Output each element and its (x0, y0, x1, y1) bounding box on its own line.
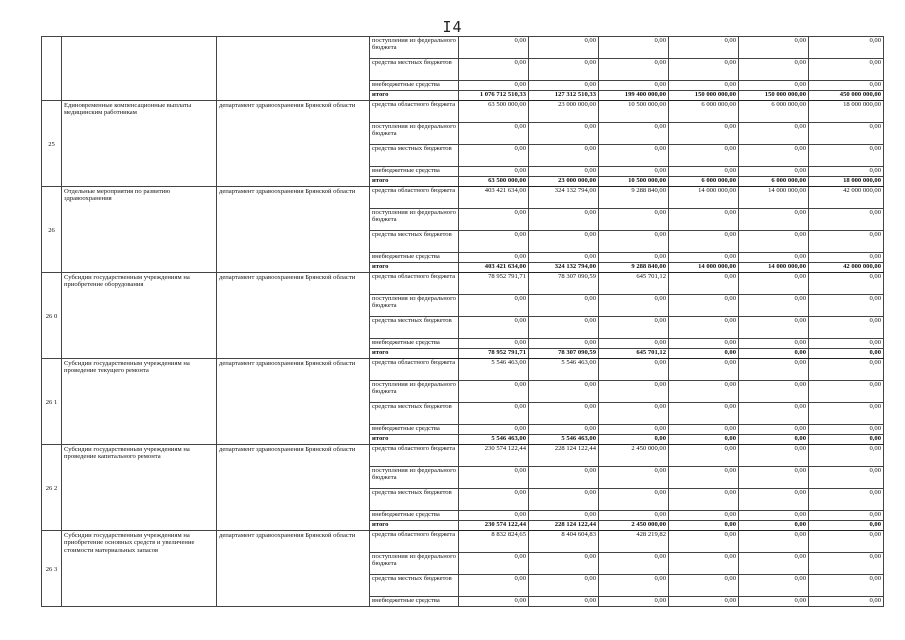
amount-cell: 0,00 (529, 59, 599, 81)
source-row (42, 37, 884, 59)
amount-cell: 0,00 (809, 317, 884, 339)
amount-cell: 0,00 (459, 81, 529, 91)
source-row (42, 187, 884, 209)
amount-cell: 0,00 (669, 489, 739, 511)
amount-cell: 0,00 (459, 553, 529, 575)
item-number: 26 2 (42, 445, 62, 531)
amount-cell: 0,00 (669, 521, 739, 531)
amount-cell: 0,00 (809, 575, 884, 597)
amount-cell: 0,00 (809, 467, 884, 489)
amount-cell: 63 500 000,00 (459, 101, 529, 123)
amount-cell: 0,00 (599, 435, 669, 445)
budget-table (41, 36, 884, 607)
amount-cell: 0,00 (739, 209, 809, 231)
amount-cell: 0,00 (669, 531, 739, 553)
amount-cell: 428 219,82 (599, 531, 669, 553)
amount-cell: 0,00 (599, 339, 669, 349)
amount-cell: 0,00 (599, 403, 669, 425)
item-number: 25 (42, 101, 62, 187)
amount-cell: 403 421 634,00 (459, 263, 529, 273)
amount-cell: 6 000 000,00 (669, 177, 739, 187)
item-name: Отдельные мероприятия по развитию здравоохранения (62, 187, 217, 273)
amount-cell: 0,00 (669, 59, 739, 81)
amount-cell: 0,00 (529, 553, 599, 575)
amount-cell: 0,00 (529, 167, 599, 177)
funding-source: средства областного бюджета (370, 101, 459, 123)
amount-cell: 0,00 (669, 81, 739, 91)
amount-cell: 0,00 (739, 435, 809, 445)
amount-cell: 0,00 (809, 253, 884, 263)
funding-source: внебюджетные средства (370, 597, 459, 607)
amount-cell: 0,00 (739, 59, 809, 81)
amount-cell: 0,00 (669, 553, 739, 575)
item-executor: департамент здравоохранения Брянской области (217, 273, 370, 359)
funding-source: поступления из федерального бюджета (370, 209, 459, 231)
amount-cell: 0,00 (599, 81, 669, 91)
amount-cell: 228 124 122,44 (529, 445, 599, 467)
item-number: 26 (42, 187, 62, 273)
amount-cell: 0,00 (739, 167, 809, 177)
funding-source: итого (370, 349, 459, 359)
funding-source: итого (370, 263, 459, 273)
amount-cell: 0,00 (529, 339, 599, 349)
amount-cell: 0,00 (669, 295, 739, 317)
amount-cell: 0,00 (669, 231, 739, 253)
funding-source: средства областного бюджета (370, 445, 459, 467)
funding-source: средства областного бюджета (370, 531, 459, 553)
amount-cell: 0,00 (739, 339, 809, 349)
amount-cell: 0,00 (809, 381, 884, 403)
item-executor: департамент здравоохранения Брянской области (217, 359, 370, 445)
amount-cell: 78 952 791,71 (459, 349, 529, 359)
amount-cell: 0,00 (739, 37, 809, 59)
amount-cell: 0,00 (739, 349, 809, 359)
funding-source: внебюджетные средства (370, 339, 459, 349)
amount-cell: 6 000 000,00 (669, 101, 739, 123)
amount-cell: 0,00 (599, 59, 669, 81)
funding-source: внебюджетные средства (370, 167, 459, 177)
item-name: Единовременные компенсационные выплаты медицинским работникам (62, 101, 217, 187)
amount-cell: 0,00 (739, 253, 809, 263)
amount-cell: 14 000 000,00 (739, 263, 809, 273)
amount-cell: 23 000 000,00 (529, 177, 599, 187)
amount-cell: 0,00 (739, 123, 809, 145)
source-row (42, 273, 884, 295)
funding-source: итого (370, 435, 459, 445)
amount-cell: 0,00 (669, 339, 739, 349)
amount-cell: 0,00 (459, 123, 529, 145)
amount-cell: 0,00 (459, 167, 529, 177)
amount-cell: 0,00 (529, 231, 599, 253)
amount-cell: 6 000 000,00 (739, 177, 809, 187)
funding-source: средства местных бюджетов (370, 489, 459, 511)
amount-cell: 42 000 000,00 (809, 263, 884, 273)
amount-cell: 645 701,12 (599, 273, 669, 295)
amount-cell: 0,00 (599, 553, 669, 575)
amount-cell: 0,00 (529, 317, 599, 339)
amount-cell: 9 288 840,00 (599, 263, 669, 273)
amount-cell: 0,00 (459, 339, 529, 349)
amount-cell: 5 546 463,00 (529, 359, 599, 381)
amount-cell: 0,00 (529, 81, 599, 91)
funding-source: средства областного бюджета (370, 359, 459, 381)
item-executor: департамент здравоохранения Брянской области (217, 101, 370, 187)
amount-cell: 23 000 000,00 (529, 101, 599, 123)
amount-cell: 5 546 463,00 (529, 435, 599, 445)
amount-cell: 0,00 (459, 511, 529, 521)
amount-cell: 0,00 (529, 145, 599, 167)
amount-cell: 0,00 (669, 381, 739, 403)
amount-cell: 0,00 (809, 489, 884, 511)
amount-cell: 645 701,12 (599, 349, 669, 359)
amount-cell: 0,00 (529, 123, 599, 145)
amount-cell: 0,00 (459, 59, 529, 81)
item-executor: департамент здравоохранения Брянской области (217, 187, 370, 273)
amount-cell: 0,00 (669, 145, 739, 167)
amount-cell: 0,00 (669, 209, 739, 231)
amount-cell: 0,00 (739, 231, 809, 253)
amount-cell: 0,00 (739, 521, 809, 531)
amount-cell: 0,00 (739, 295, 809, 317)
amount-cell: 0,00 (599, 381, 669, 403)
amount-cell: 0,00 (669, 349, 739, 359)
funding-source: итого (370, 91, 459, 101)
amount-cell: 0,00 (809, 359, 884, 381)
amount-cell: 0,00 (669, 425, 739, 435)
amount-cell: 0,00 (599, 575, 669, 597)
amount-cell: 1 076 712 510,33 (459, 91, 529, 101)
amount-cell: 0,00 (529, 575, 599, 597)
amount-cell: 0,00 (809, 273, 884, 295)
amount-cell: 450 000 000,00 (809, 91, 884, 101)
amount-cell: 0,00 (599, 511, 669, 521)
amount-cell: 230 574 122,44 (459, 521, 529, 531)
amount-cell: 150 000 000,00 (669, 91, 739, 101)
amount-cell: 42 000 000,00 (809, 187, 884, 209)
amount-cell: 0,00 (459, 145, 529, 167)
amount-cell: 0,00 (809, 521, 884, 531)
amount-cell: 0,00 (669, 597, 739, 607)
amount-cell: 0,00 (599, 467, 669, 489)
amount-cell: 0,00 (529, 425, 599, 435)
amount-cell: 0,00 (739, 425, 809, 435)
amount-cell: 0,00 (809, 231, 884, 253)
amount-cell: 0,00 (669, 317, 739, 339)
funding-source: средства областного бюджета (370, 273, 459, 295)
amount-cell: 0,00 (809, 597, 884, 607)
amount-cell: 127 312 510,33 (529, 91, 599, 101)
amount-cell: 0,00 (529, 253, 599, 263)
funding-source: поступления из федерального бюджета (370, 467, 459, 489)
amount-cell: 0,00 (599, 597, 669, 607)
funding-source: внебюджетные средства (370, 511, 459, 521)
amount-cell: 0,00 (669, 359, 739, 381)
source-row (42, 359, 884, 381)
amount-cell: 0,00 (529, 37, 599, 59)
amount-cell: 403 421 634,00 (459, 187, 529, 209)
amount-cell: 0,00 (459, 489, 529, 511)
funding-source: итого (370, 177, 459, 187)
funding-source: поступления из федерального бюджета (370, 295, 459, 317)
amount-cell: 0,00 (809, 37, 884, 59)
amount-cell: 0,00 (809, 209, 884, 231)
amount-cell: 0,00 (739, 467, 809, 489)
funding-source: средства местных бюджетов (370, 317, 459, 339)
amount-cell: 0,00 (669, 253, 739, 263)
amount-cell: 150 000 000,00 (739, 91, 809, 101)
amount-cell: 0,00 (459, 597, 529, 607)
amount-cell: 0,00 (459, 467, 529, 489)
amount-cell: 0,00 (599, 209, 669, 231)
amount-cell: 0,00 (599, 359, 669, 381)
amount-cell: 0,00 (809, 81, 884, 91)
amount-cell: 0,00 (739, 575, 809, 597)
amount-cell: 0,00 (669, 511, 739, 521)
amount-cell: 0,00 (739, 489, 809, 511)
amount-cell: 10 500 000,00 (599, 177, 669, 187)
amount-cell: 78 952 791,71 (459, 273, 529, 295)
amount-cell: 0,00 (529, 467, 599, 489)
amount-cell: 0,00 (739, 145, 809, 167)
amount-cell: 0,00 (599, 123, 669, 145)
funding-source: средства местных бюджетов (370, 231, 459, 253)
item-name: Субсидии государственным учреждениям на проведение текущего ремонта (62, 359, 217, 445)
amount-cell: 0,00 (809, 435, 884, 445)
item-name (62, 37, 217, 101)
amount-cell: 0,00 (809, 339, 884, 349)
item-executor: департамент здравоохранения Брянской области (217, 531, 370, 607)
amount-cell: 230 574 122,44 (459, 445, 529, 467)
item-number: 26 1 (42, 359, 62, 445)
item-number: 26 0 (42, 273, 62, 359)
amount-cell: 0,00 (739, 531, 809, 553)
amount-cell: 0,00 (669, 123, 739, 145)
amount-cell: 0,00 (809, 403, 884, 425)
amount-cell: 0,00 (809, 295, 884, 317)
amount-cell: 0,00 (459, 37, 529, 59)
amount-cell: 0,00 (599, 295, 669, 317)
amount-cell: 8 832 824,65 (459, 531, 529, 553)
amount-cell: 6 000 000,00 (739, 101, 809, 123)
funding-source: внебюджетные средства (370, 81, 459, 91)
amount-cell: 18 000 000,00 (809, 101, 884, 123)
amount-cell: 0,00 (529, 403, 599, 425)
amount-cell: 78 307 090,59 (529, 349, 599, 359)
amount-cell: 0,00 (459, 295, 529, 317)
amount-cell: 0,00 (599, 253, 669, 263)
amount-cell: 9 288 840,00 (599, 187, 669, 209)
funding-source: средства местных бюджетов (370, 145, 459, 167)
funding-source: средства местных бюджетов (370, 59, 459, 81)
amount-cell: 0,00 (599, 489, 669, 511)
amount-cell: 0,00 (529, 597, 599, 607)
amount-cell: 0,00 (459, 575, 529, 597)
amount-cell: 0,00 (739, 317, 809, 339)
amount-cell: 228 124 122,44 (529, 521, 599, 531)
amount-cell: 0,00 (809, 531, 884, 553)
amount-cell: 10 500 000,00 (599, 101, 669, 123)
item-number (42, 37, 62, 101)
amount-cell: 0,00 (739, 597, 809, 607)
amount-cell: 0,00 (459, 253, 529, 263)
amount-cell: 0,00 (809, 59, 884, 81)
source-row (42, 445, 884, 467)
amount-cell: 0,00 (739, 511, 809, 521)
amount-cell: 14 000 000,00 (669, 263, 739, 273)
amount-cell: 63 500 000,00 (459, 177, 529, 187)
amount-cell: 0,00 (669, 445, 739, 467)
amount-cell: 0,00 (739, 553, 809, 575)
amount-cell: 0,00 (459, 317, 529, 339)
amount-cell: 0,00 (809, 123, 884, 145)
amount-cell: 2 450 000,00 (599, 445, 669, 467)
funding-source: средства местных бюджетов (370, 403, 459, 425)
budget-table-body (42, 37, 884, 607)
amount-cell: 199 400 000,00 (599, 91, 669, 101)
amount-cell: 0,00 (599, 231, 669, 253)
funding-source: средства областного бюджета (370, 187, 459, 209)
amount-cell: 0,00 (599, 317, 669, 339)
amount-cell: 0,00 (809, 167, 884, 177)
amount-cell: 0,00 (599, 167, 669, 177)
amount-cell: 0,00 (599, 145, 669, 167)
amount-cell: 2 450 000,00 (599, 521, 669, 531)
amount-cell: 0,00 (739, 403, 809, 425)
source-row (42, 531, 884, 553)
amount-cell: 0,00 (739, 81, 809, 91)
item-name: Субсидии государственным учреждениям на приобретение оборудования (62, 273, 217, 359)
item-name: Субсидии государственным учреждениям на приобретение основных средств и увеличение стоимости материальных запасов (62, 531, 217, 607)
amount-cell: 5 546 463,00 (459, 359, 529, 381)
amount-cell: 324 132 794,00 (529, 187, 599, 209)
item-executor (217, 37, 370, 101)
source-row (42, 101, 884, 123)
funding-source: итого (370, 521, 459, 531)
amount-cell: 0,00 (459, 425, 529, 435)
amount-cell: 0,00 (669, 403, 739, 425)
amount-cell: 0,00 (669, 467, 739, 489)
amount-cell: 0,00 (459, 381, 529, 403)
amount-cell: 18 000 000,00 (809, 177, 884, 187)
amount-cell: 0,00 (599, 425, 669, 435)
amount-cell: 0,00 (739, 445, 809, 467)
amount-cell: 0,00 (459, 209, 529, 231)
amount-cell: 0,00 (669, 167, 739, 177)
funding-source: поступления из федерального бюджета (370, 123, 459, 145)
amount-cell: 14 000 000,00 (669, 187, 739, 209)
amount-cell: 0,00 (459, 403, 529, 425)
funding-source: поступления из федерального бюджета (370, 37, 459, 59)
amount-cell: 0,00 (529, 209, 599, 231)
amount-cell: 0,00 (809, 553, 884, 575)
amount-cell: 0,00 (809, 511, 884, 521)
amount-cell: 0,00 (669, 37, 739, 59)
amount-cell: 0,00 (809, 145, 884, 167)
page-number: I4 (442, 18, 463, 36)
funding-source: поступления из федерального бюджета (370, 381, 459, 403)
amount-cell: 0,00 (529, 295, 599, 317)
amount-cell: 0,00 (739, 359, 809, 381)
amount-cell: 0,00 (459, 231, 529, 253)
item-name: Субсидии государственным учреждениям на проведение капитального ремонта (62, 445, 217, 531)
funding-source: внебюджетные средства (370, 425, 459, 435)
amount-cell: 324 132 794,00 (529, 263, 599, 273)
amount-cell: 0,00 (529, 381, 599, 403)
amount-cell: 0,00 (739, 273, 809, 295)
funding-source: средства местных бюджетов (370, 575, 459, 597)
amount-cell: 0,00 (529, 489, 599, 511)
amount-cell: 14 000 000,00 (739, 187, 809, 209)
amount-cell: 0,00 (529, 511, 599, 521)
amount-cell: 0,00 (599, 37, 669, 59)
item-executor: департамент здравоохранения Брянской области (217, 445, 370, 531)
funding-source: внебюджетные средства (370, 253, 459, 263)
amount-cell: 0,00 (739, 381, 809, 403)
amount-cell: 0,00 (809, 445, 884, 467)
amount-cell: 78 307 090,59 (529, 273, 599, 295)
item-number: 26 3 (42, 531, 62, 607)
amount-cell: 0,00 (669, 575, 739, 597)
funding-source: поступления из федерального бюджета (370, 553, 459, 575)
amount-cell: 5 546 463,00 (459, 435, 529, 445)
amount-cell: 0,00 (669, 435, 739, 445)
amount-cell: 0,00 (809, 349, 884, 359)
amount-cell: 0,00 (809, 425, 884, 435)
amount-cell: 8 404 604,83 (529, 531, 599, 553)
amount-cell: 0,00 (669, 273, 739, 295)
